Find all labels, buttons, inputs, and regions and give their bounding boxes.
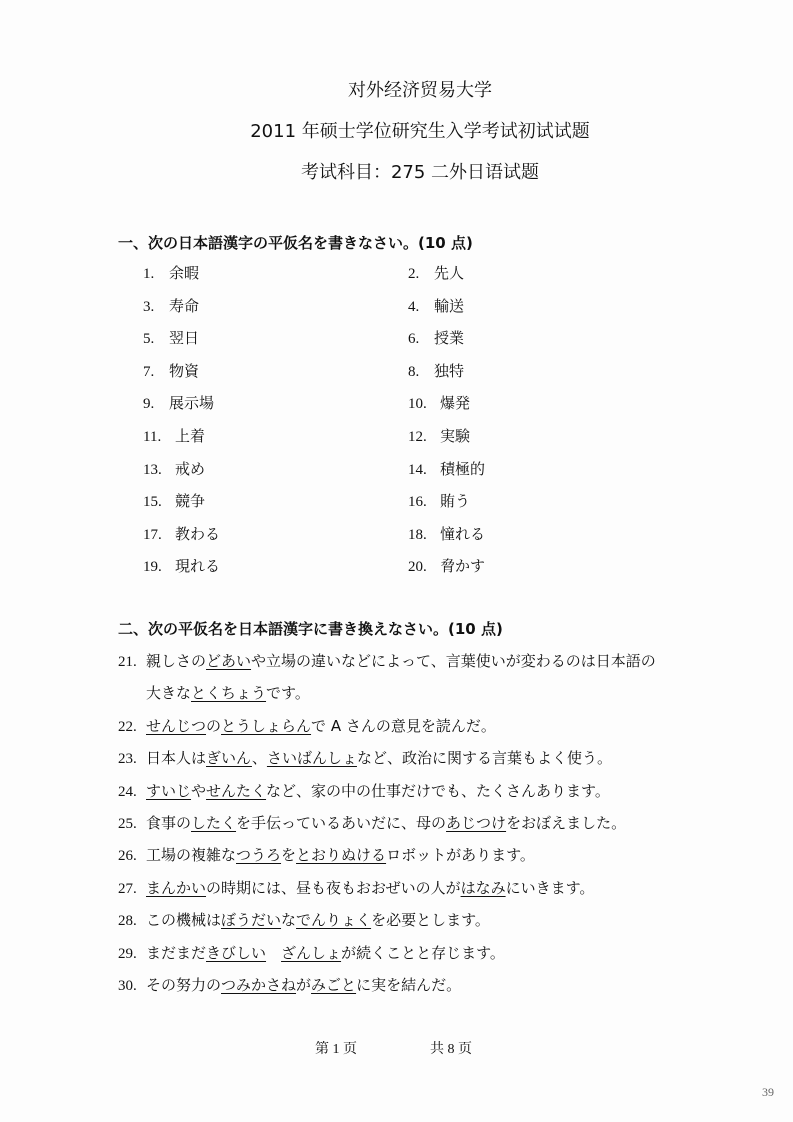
- underlined-word: さいばんしょ: [266, 749, 357, 768]
- item-number: 9.: [143, 396, 155, 413]
- school-name: 对外经济贸易大学: [348, 80, 492, 101]
- underlined-word: ざんしょ: [281, 943, 342, 962]
- vocab-item: [408, 392, 470, 413]
- underlined-word: したく: [191, 814, 237, 832]
- sentence-item: [118, 812, 626, 833]
- item-word: 賄う: [440, 492, 471, 511]
- item-number: 6.: [408, 331, 420, 348]
- item-number: 17.: [143, 526, 162, 543]
- item-number: 22.: [118, 718, 137, 735]
- item-word: 授業: [434, 329, 465, 348]
- vocab-item: [143, 392, 214, 413]
- vocab-item: [143, 360, 199, 381]
- sentence-text: まだまだ: [146, 943, 207, 962]
- item-word: 積極的: [440, 459, 486, 478]
- item-number: 25.: [118, 816, 137, 832]
- sentence-item: [118, 650, 656, 671]
- sentence-text: 工場の複雑な: [146, 846, 237, 865]
- exam-subject: 考试科目：275 二外日语试题: [300, 162, 540, 183]
- underlined-word: はなみ: [460, 878, 506, 897]
- item-number: 30.: [118, 978, 137, 994]
- underlined-word: とうしょらん: [221, 716, 312, 735]
- sentence-text: など、政治に関する言葉もよく使う。: [356, 749, 612, 768]
- underlined-word: せんたく: [206, 781, 267, 800]
- sentence-text: が続くことと存じます。: [341, 943, 505, 962]
- item-number: 26.: [118, 848, 137, 865]
- item-word: 翌日: [169, 329, 200, 348]
- sentence-text: を: [281, 846, 297, 865]
- sentence-item: [118, 877, 594, 898]
- sentence-item: [118, 715, 496, 736]
- exam-title: 2011 年硕士学位研究生入学考试初试试题: [250, 121, 590, 142]
- sentence-continuation: [118, 682, 310, 703]
- item-word: 現れる: [175, 557, 221, 576]
- item-word: 戒め: [175, 459, 206, 478]
- item-word: 独特: [434, 361, 465, 380]
- vocab-item: [143, 425, 205, 446]
- item-word: 教わる: [175, 524, 221, 543]
- underlined-word: どあい: [206, 652, 252, 670]
- underlined-word: でんりょく: [296, 911, 372, 930]
- sentence-text: この機械は: [146, 911, 222, 930]
- item-number: 2.: [408, 266, 420, 282]
- item-number: 1.: [143, 266, 155, 282]
- underlined-word: まんかい: [146, 878, 207, 897]
- vocab-item: [408, 458, 485, 479]
- underlined-word: ぎいん: [206, 749, 252, 768]
- item-number: 24.: [118, 783, 137, 800]
- vocab-item: [408, 295, 464, 316]
- sentence-text: を必要とします。: [371, 911, 490, 930]
- underlined-word: とくちょう: [191, 684, 267, 703]
- vocab-item: [408, 425, 470, 446]
- item-number: 19.: [143, 559, 162, 576]
- sentence-text: を手伝っているあいだに、母の: [236, 814, 447, 832]
- vocab-item: [143, 262, 199, 283]
- underlined-word: つうろ: [236, 846, 282, 865]
- item-word: 余暇: [169, 264, 200, 282]
- item-number: 14.: [408, 461, 427, 478]
- item-word: 先人: [434, 264, 465, 282]
- sentence-text: にいきます。: [505, 878, 595, 897]
- item-number: 20.: [408, 559, 427, 576]
- sentence-item: [118, 844, 535, 865]
- sentence-item: [118, 909, 490, 930]
- vocab-item: [408, 490, 470, 511]
- item-number: 3.: [143, 298, 155, 315]
- sentence-text: をおぼえました。: [506, 814, 627, 832]
- vocab-item: [143, 327, 199, 348]
- item-number: 29.: [118, 945, 137, 962]
- vocab-item: [408, 327, 464, 348]
- item-number: 7.: [143, 363, 155, 380]
- vocab-item: [143, 555, 220, 576]
- item-word: 競争: [175, 492, 206, 511]
- section1-heading: 一、次の日本語漢字の平仮名を書きなさい。(10 点): [118, 234, 473, 252]
- item-word: 脅かす: [440, 557, 486, 576]
- item-number: 27.: [118, 880, 137, 897]
- sentence-text: 日本人は: [146, 749, 207, 768]
- item-number: 15.: [143, 494, 162, 511]
- sentence-text: 食事の: [146, 814, 192, 832]
- sentence-text: ロボットがあります。: [386, 846, 535, 865]
- sentence-item: [118, 942, 505, 963]
- item-number: 21.: [118, 654, 137, 670]
- vocab-item: [143, 523, 220, 544]
- sentence-text: 、: [251, 749, 267, 768]
- vocab-item: [408, 523, 485, 544]
- vocab-item: [408, 262, 464, 283]
- underlined-word: つみかさね: [221, 976, 297, 994]
- sentence-text: が: [296, 976, 312, 994]
- item-number: 13.: [143, 461, 162, 478]
- item-word: 実験: [440, 427, 471, 445]
- underlined-word: すいじ: [146, 781, 192, 800]
- sentence-text: に実を結んだ。: [356, 976, 462, 994]
- item-word: 物資: [169, 361, 200, 380]
- sentence-text: の時期には、昼も夜もおおぜいの人が: [206, 878, 461, 897]
- sentence-text: や立場の違いなどによって、言葉使いが変わるのは日本語の: [251, 652, 656, 670]
- page-number: 39: [762, 1085, 774, 1099]
- vocab-item: [143, 490, 205, 511]
- underlined-word: ぼうだい: [221, 911, 282, 930]
- item-number: 4.: [408, 298, 420, 315]
- item-word: 輸送: [434, 296, 465, 315]
- total-pages: 共 8 页: [430, 1042, 472, 1057]
- item-word: 憧れる: [440, 524, 486, 543]
- item-number: 8.: [408, 363, 420, 380]
- sentence-text: など、家の中の仕事だけでも、たくさんあります。: [266, 781, 610, 800]
- item-number: 23.: [118, 751, 137, 768]
- item-word: 上着: [175, 427, 206, 445]
- vocab-item: [143, 458, 205, 479]
- vocab-item: [143, 295, 199, 316]
- underlined-word: せんじつ: [146, 716, 207, 735]
- item-word: 爆発: [440, 394, 471, 413]
- item-number: 10.: [408, 396, 427, 413]
- item-word: 寿命: [169, 296, 200, 315]
- sentence-text: 親しさの: [146, 652, 207, 670]
- underlined-word: とおりぬける: [296, 846, 387, 865]
- item-number: 5.: [143, 331, 155, 348]
- sentence-text: で A さんの意見を読んだ。: [311, 716, 496, 735]
- sentence-text: [266, 944, 281, 962]
- sentence-item: [118, 780, 610, 801]
- item-number: 12.: [408, 429, 427, 445]
- vocab-item: [408, 360, 464, 381]
- sentence-text: です。: [266, 684, 310, 703]
- sentence-text: 大きな: [146, 684, 192, 703]
- page-indicator: 第 1 页: [315, 1042, 357, 1057]
- item-number: 11.: [143, 429, 162, 445]
- item-number: 18.: [408, 526, 427, 543]
- item-word: 展示場: [169, 394, 215, 413]
- sentence-text: の: [206, 716, 222, 735]
- sentence-text: その努力の: [146, 976, 222, 994]
- sentence-item: [118, 747, 612, 768]
- item-number: 28.: [118, 913, 137, 930]
- item-number: 16.: [408, 494, 427, 511]
- section2-heading: 二、次の平仮名を日本語漢字に書き換えなさい。(10 点): [118, 620, 503, 638]
- underlined-word: きびしい: [206, 943, 267, 962]
- underlined-word: みごと: [311, 976, 357, 994]
- sentence-item: [118, 974, 461, 995]
- sentence-text: な: [281, 911, 297, 930]
- vocab-item: [408, 555, 485, 576]
- underlined-word: あじつけ: [446, 814, 507, 832]
- sentence-text: や: [191, 781, 207, 800]
